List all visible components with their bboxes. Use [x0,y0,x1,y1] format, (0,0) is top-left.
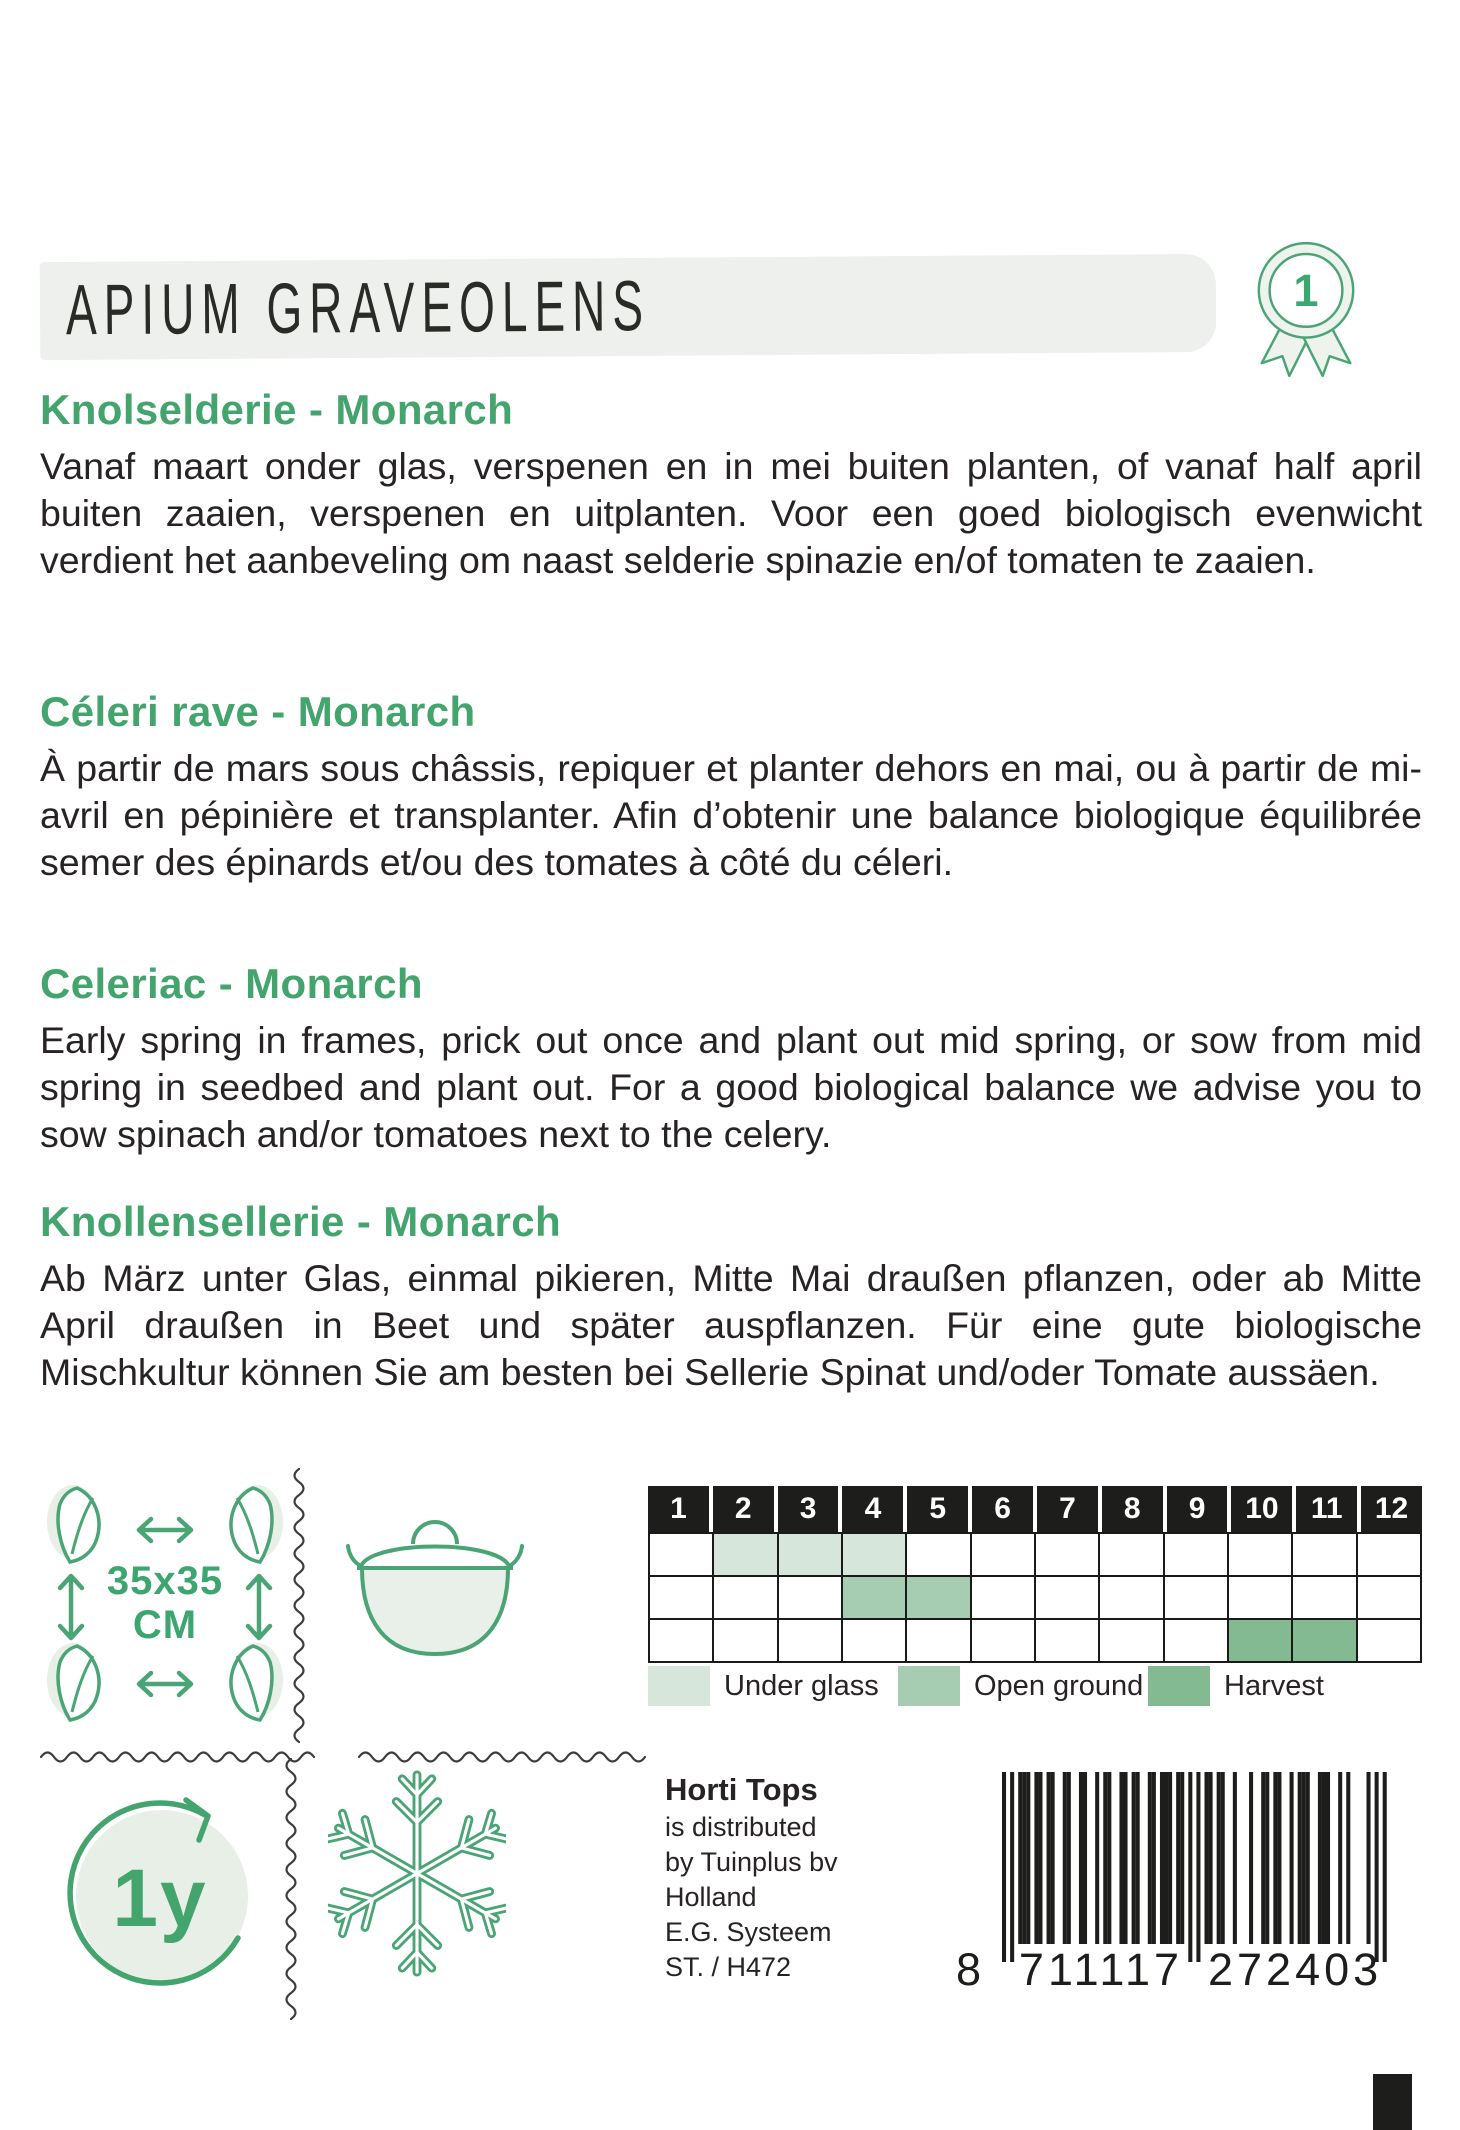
section-body-english: Early spring in frames, prick out once and plant out mid spring, or sow from mid spring in seedbed and plant out. For a good biological balance we advise you to sow spinach and/or tomatoes next to the celery. [40,1019,1422,1155]
barcode-digit-group: 8 [956,1944,982,1995]
section-title-french: Céleri rave - Monarch [40,688,476,735]
calendar-cell-harvest-9 [1164,1619,1228,1662]
calendar-cell-harvest-5 [906,1619,970,1662]
distributor-name: Horti Tops [665,1772,818,1807]
calendar-cell-open-ground-8 [1099,1576,1163,1619]
calendar-grid [648,1532,1422,1663]
divider-wavy-horizontal-right [358,1750,650,1764]
calendar-month-header: 3 [778,1486,839,1532]
legend-label: Under glass [724,1669,879,1702]
section-title-english: Celeriac - Monarch [40,960,423,1007]
section-title-dutch: Knolselderie - Monarch [40,386,514,433]
calendar-cell-harvest-8 [1099,1619,1163,1662]
calendar-cell-under-glass-7 [1035,1533,1099,1576]
calendar-cell-open-ground-1 [649,1576,713,1619]
barcode-bars [1002,1772,1388,1962]
calendar-cell-open-ground-2 [713,1576,777,1619]
cycle-duration-label: 1y [112,1852,208,1944]
calendar-month-header: 10 [1231,1486,1292,1532]
section-french [40,688,1422,886]
calendar-cell-harvest-3 [778,1619,842,1662]
spacing-label [45,1478,285,1728]
distributor-line: is distributed [665,1812,817,1842]
section-body-dutch: Vanaf maart onder glas, verspenen en in mei buiten planten, of vanaf half april buiten zaaien, verspenen en uitplanten. Voor een goed biologisch evenwicht verdient het aanbeveling om naast selderie spinazie en/of tomaten te zaaien. [40,445,1422,581]
calendar-month-header: 4 [842,1486,903,1532]
calendar-legend [648,1666,1428,1706]
section-dutch [40,386,1422,584]
legend-item [898,1666,1148,1706]
ean13-barcode [956,1772,1392,2002]
barcode-digits [956,1944,1392,1996]
legend-swatch [1148,1666,1210,1706]
section-title-german: Knollensellerie - Monarch [40,1198,562,1245]
snowflake-icon [328,1770,506,1977]
section-body-french: À partir de mars sous châssis, repiquer et planter dehors en mai, ou à partir de mi-avril en pépinière et transplanter. Afin d’obtenir une balance biologique équilibrée semer des épinards et/ou des tomates à côté du céleri. [40,747,1422,883]
calendar-cell-open-ground-3 [778,1576,842,1619]
spacing-value: 35x35 [106,1559,224,1603]
calendar-cell-under-glass-12 [1357,1533,1421,1576]
calendar-month-header: 11 [1296,1486,1357,1532]
calendar-cell-harvest-11 [1292,1619,1356,1662]
calendar-cell-under-glass-8 [1099,1533,1163,1576]
calendar-cell-open-ground-4 [842,1576,906,1619]
calendar-month-header: 8 [1102,1486,1163,1532]
calendar-cell-open-ground-11 [1292,1576,1356,1619]
calendar-month-header: 5 [907,1486,968,1532]
legend-swatch [898,1666,960,1706]
badge-number: 1 [1293,265,1319,317]
calendar-cell-under-glass-5 [906,1533,970,1576]
legend-swatch [648,1666,710,1706]
barcode-digit-group: 272403 [1208,1944,1383,1995]
calendar-cell-harvest-1 [649,1619,713,1662]
calendar-cell-harvest-2 [713,1619,777,1662]
distributor-line: Holland [665,1882,757,1912]
calendar-cell-under-glass-2 [713,1533,777,1576]
calendar-cell-open-ground-7 [1035,1576,1099,1619]
calendar-cell-harvest-7 [1035,1619,1099,1662]
calendar-month-header: 6 [972,1486,1033,1532]
legend-item [648,1666,898,1706]
distributor-line: by Tuinplus bv [665,1847,838,1877]
calendar-cell-open-ground-6 [971,1576,1035,1619]
calendar-month-header: 9 [1167,1486,1228,1532]
section-german [40,1198,1422,1396]
spacing-unit: CM [132,1603,198,1647]
calendar-month-header: 1 [648,1486,709,1532]
calendar-cell-under-glass-3 [778,1533,842,1576]
calendar-cell-harvest-12 [1357,1619,1421,1662]
award-badge-icon [1247,238,1365,383]
calendar-cell-harvest-6 [971,1619,1035,1662]
distributor-line: ST. / H472 [665,1952,792,1982]
calendar-cell-under-glass-9 [1164,1533,1228,1576]
calendar-cell-open-ground-12 [1357,1576,1421,1619]
legend-label: Open ground [974,1669,1144,1702]
calendar-cell-harvest-4 [842,1619,906,1662]
divider-wavy-horizontal-left [40,1750,318,1764]
calendar-cell-open-ground-9 [1164,1576,1228,1619]
calendar-cell-under-glass-4 [842,1533,906,1576]
legend-label: Harvest [1224,1669,1324,1702]
divider-wavy-vertical-bottom [284,1758,298,2020]
calendar-cell-under-glass-6 [971,1533,1035,1576]
barcode-digit-group: 711117 [1018,1944,1184,1995]
section-english [40,960,1422,1158]
distributor-line: E.G. Systeem [665,1917,832,1947]
calendar-cell-open-ground-5 [906,1576,970,1619]
print-registration-mark [1373,2074,1412,2130]
calendar-cell-open-ground-10 [1228,1576,1292,1619]
calendar-month-header: 7 [1037,1486,1098,1532]
divider-wavy-vertical-top [292,1468,306,1746]
legend-item [1148,1666,1324,1706]
latin-name-title: APIUM GRAVEOLENS [65,265,651,350]
section-body-german: Ab März unter Glas, einmal pikieren, Mitte Mai draußen pflanzen, oder ab Mitte April draußen in Beet und später auspflanzen. Für eine gute biologische Mischkultur können Sie am besten bei Sellerie Spinat und/oder Tomate aussäen. [40,1257,1422,1393]
calendar-month-header: 12 [1361,1486,1422,1532]
calendar-cell-under-glass-1 [649,1533,713,1576]
calendar-cell-under-glass-10 [1228,1533,1292,1576]
header-band [40,254,1217,360]
distributor-info [665,1770,838,1985]
calendar-cell-harvest-10 [1228,1619,1292,1662]
cooking-pot-icon [345,1502,525,1672]
calendar-month-header: 2 [713,1486,774,1532]
calendar-cell-under-glass-11 [1292,1533,1356,1576]
calendar-month-row [648,1486,1422,1532]
